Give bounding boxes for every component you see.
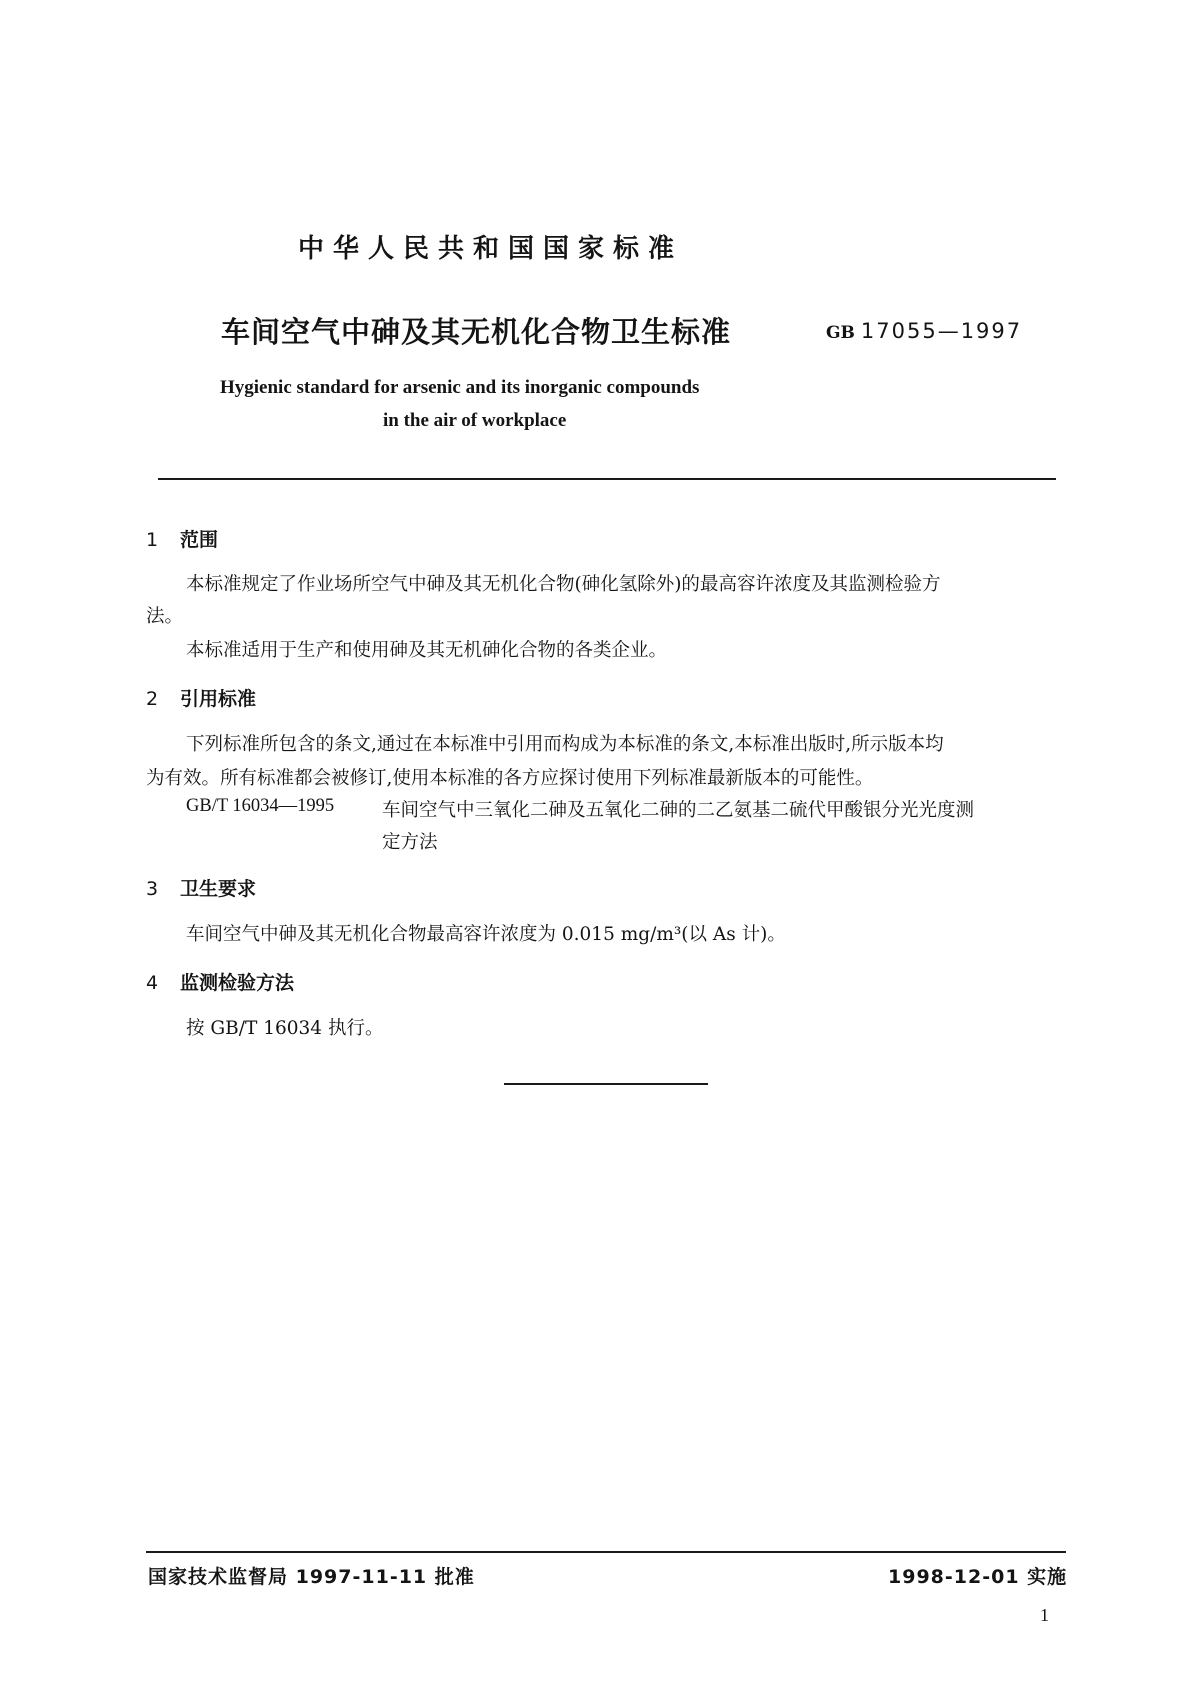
standard-code [826, 319, 1022, 343]
english-title-line-1: Hygienic standard for arsenic and its inorganic compounds [220, 377, 700, 398]
reference-standard-code: GB/T 16034—1995 [186, 796, 335, 816]
standard-code-number: 17055—1997 [860, 319, 1023, 343]
section-2-paragraph-line-1: 下列标准所包含的条文,通过在本标准中引用而构成为本标准的条文,本标准出版时,所示版本均 [186, 734, 944, 755]
document-title: 车间空气中砷及其无机化合物卫生标准 [221, 315, 732, 349]
section-number: 3 [146, 878, 159, 900]
section-title: 引用标准 [180, 688, 257, 710]
section-number: 2 [146, 688, 159, 710]
section-4-paragraph: 按 GB/T 16034 执行。 [186, 1018, 384, 1039]
header-divider [158, 478, 1056, 480]
section-1-paragraph-1-line-1: 本标准规定了作业场所空气中砷及其无机化合物(砷化氢除外)的最高容许浓度及其监测检验方 [186, 574, 941, 595]
section-1-heading [146, 525, 218, 552]
section-number: 4 [146, 972, 159, 994]
implementation-date: 1998-12-01 实施 [888, 1566, 1068, 1588]
standard-code-prefix: GB [826, 323, 855, 343]
end-of-text-rule [504, 1083, 708, 1085]
section-3-paragraph: 车间空气中砷及其无机化合物最高容许浓度为 0.015 mg/m³(以 As 计)。 [186, 924, 786, 945]
footer-divider [146, 1551, 1066, 1553]
page-number: 1 [1040, 1605, 1049, 1625]
section-2-paragraph-line-2: 为有效。所有标准都会被修订,使用本标准的各方应探讨使用下列标准最新版本的可能性。 [146, 768, 874, 789]
section-title: 监测检验方法 [180, 972, 295, 994]
section-4-heading [146, 968, 294, 995]
english-title-line-2: in the air of workplace [383, 410, 567, 431]
section-3-heading [146, 874, 256, 901]
section-number: 1 [146, 529, 159, 551]
national-standard-heading: 中华人民共和国国家标准 [298, 234, 684, 264]
section-title: 卫生要求 [180, 878, 257, 900]
section-2-heading [146, 684, 256, 711]
approval-statement: 国家技术监督局 1997-11-11 批准 [148, 1566, 475, 1588]
section-1-paragraph-2: 本标准适用于生产和使用砷及其无机砷化合物的各类企业。 [186, 640, 668, 661]
section-1-paragraph-1-line-2: 法。 [146, 606, 184, 627]
reference-standard-title-line-2: 定方法 [382, 832, 438, 853]
section-title: 范围 [180, 529, 219, 551]
reference-standard-title-line-1: 车间空气中三氧化二砷及五氧化二砷的二乙氨基二硫代甲酸银分光光度测 [382, 800, 975, 821]
